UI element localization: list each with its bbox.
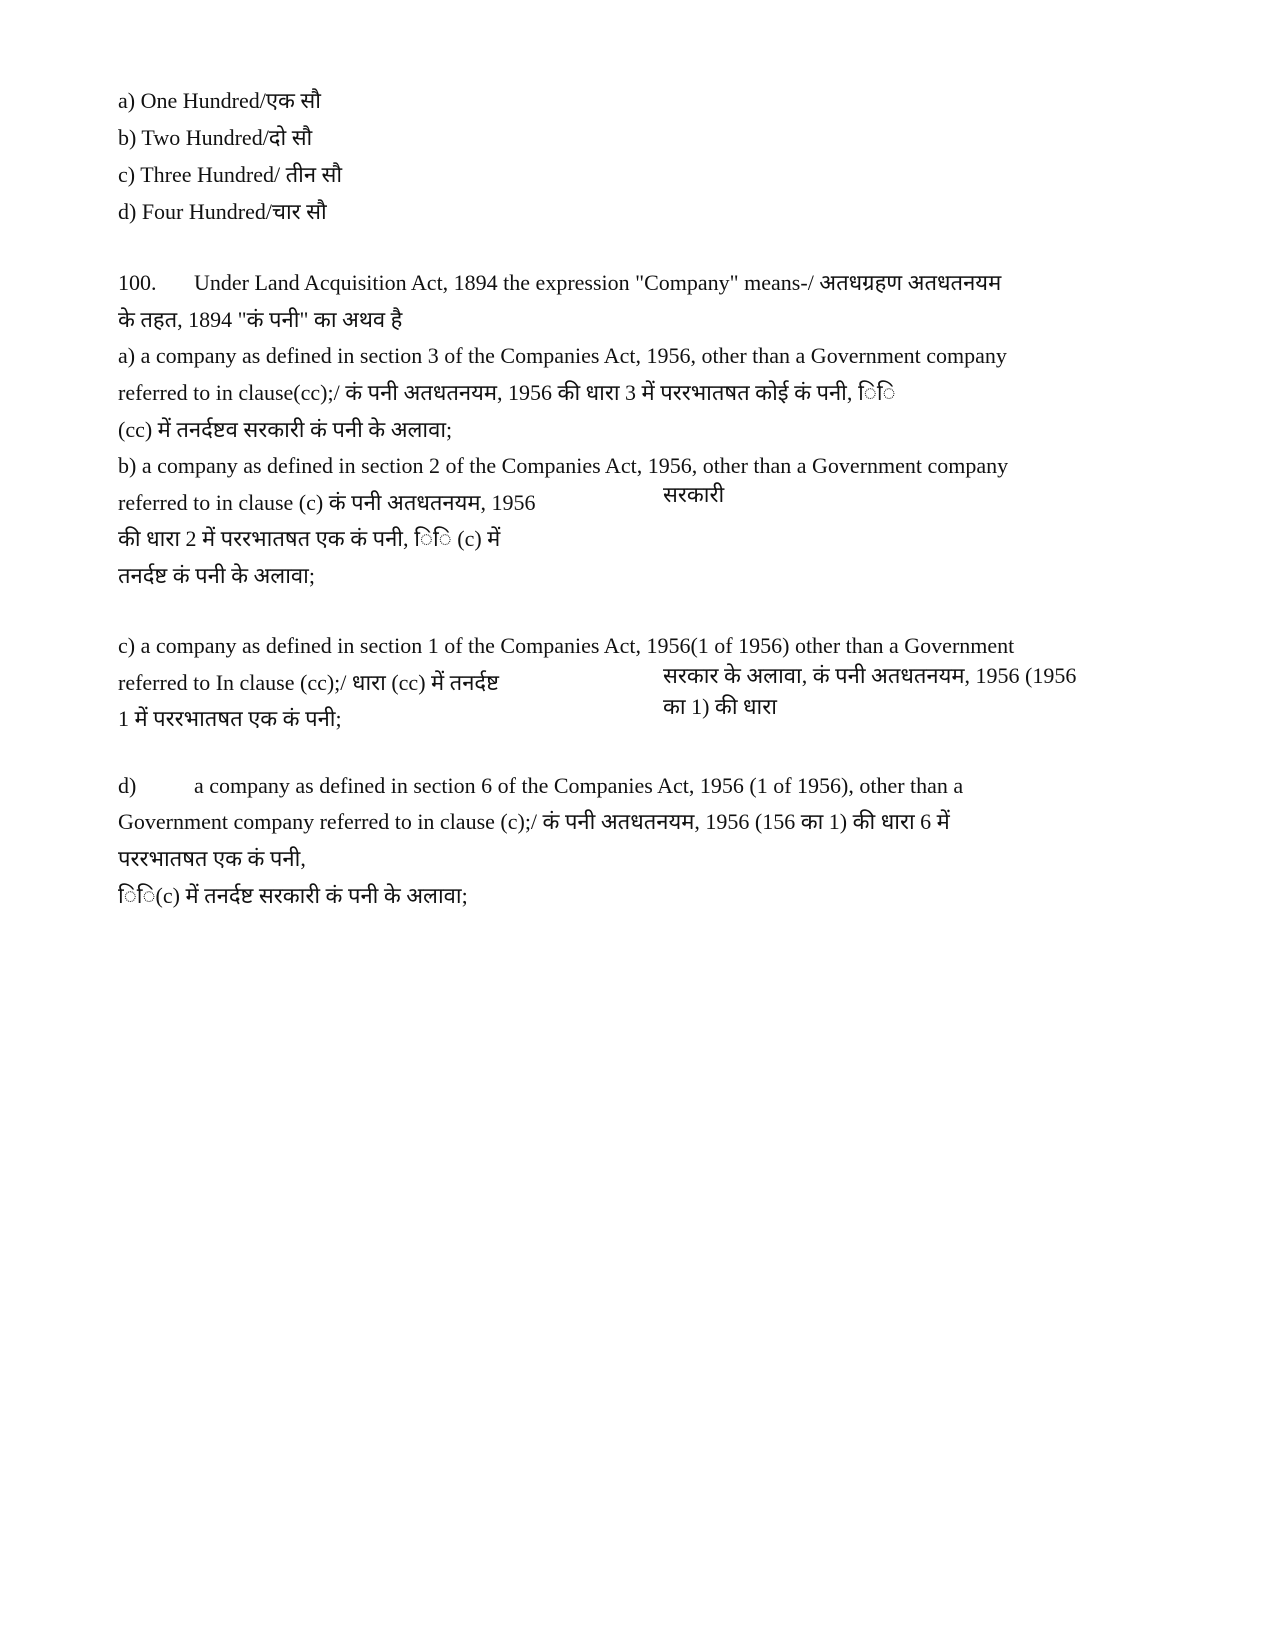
option-d-line1 (118, 771, 963, 801)
option-b-line4: तनर्दष्ट कं पनी के अलावा; (118, 563, 315, 588)
option-b-line2-right: सरकारी (663, 482, 725, 507)
option-a-line1: a) a company as defined in section 3 of the Companies Act, 1956, other than a Government company (118, 343, 1007, 368)
question-100-stem (118, 268, 1001, 298)
prev-option-d: d) Four Hundred/चार सौ (118, 199, 327, 224)
option-c-line2-right: सरकार के अलावा, कं पनी अतधतनयम, 1956 (1956 (663, 663, 1077, 688)
prev-option-a: a) One Hundred/एक सौ (118, 88, 321, 113)
option-c-line3: 1 में पररभातषत एक कं पनी; (118, 706, 342, 731)
option-d-label: d) (118, 773, 137, 798)
prev-option-b: b) Two Hundred/दो सौ (118, 125, 313, 150)
option-b-line1: b) a company as defined in section 2 of the Companies Act, 1956, other than a Government company (118, 453, 1009, 478)
option-c-line2: referred to In clause (cc);/ धारा (cc) में तनर्दष्ट (118, 670, 499, 695)
prev-option-c: c) Three Hundred/ तीन सौ (118, 162, 343, 187)
option-a-line3: (cc) में तनर्दष्टव सरकारी कं पनी के अलावा; (118, 417, 453, 442)
option-a-line2: referred to in clause(cc);/ कं पनी अतधतनयम, 1956 की धारा 3 में पररभातषत कोई कं पनी, ि​ि (118, 380, 896, 405)
option-b-line3: की धारा 2 में पररभातषत एक कं पनी, ि​ि (c) में (118, 526, 501, 551)
question-stem-line2: के तहत, 1894 "कं पनी" का अथव है (118, 307, 403, 332)
question-number: 100. (118, 270, 157, 295)
option-d-line3: पररभातषत एक कं पनी, (118, 846, 306, 871)
option-d-line2: Government company referred to in clause (c);/ कं पनी अतधतनयम, 1956 (156 का 1) की धारा 6 में (118, 809, 950, 834)
option-c-line3-right: का 1) की धारा (663, 694, 777, 719)
option-d-text: a company as defined in section 6 of the Companies Act, 1956 (1 of 1956), other than a (194, 773, 964, 798)
option-c-line1: c) a company as defined in section 1 of the Companies Act, 1956(1 of 1956) other than a Government (118, 633, 1015, 658)
option-d-line4: ि​ि(c) में तनर्दष्ट सरकारी कं पनी के अलावा; (118, 883, 468, 908)
option-b-line2: referred to in clause (c) कं पनी अतधतनयम, 1956 (118, 490, 536, 515)
question-stem-line1: Under Land Acquisition Act, 1894 the expression "Company" means-/ अतधग्रहण अतधतनयम (194, 270, 1002, 295)
